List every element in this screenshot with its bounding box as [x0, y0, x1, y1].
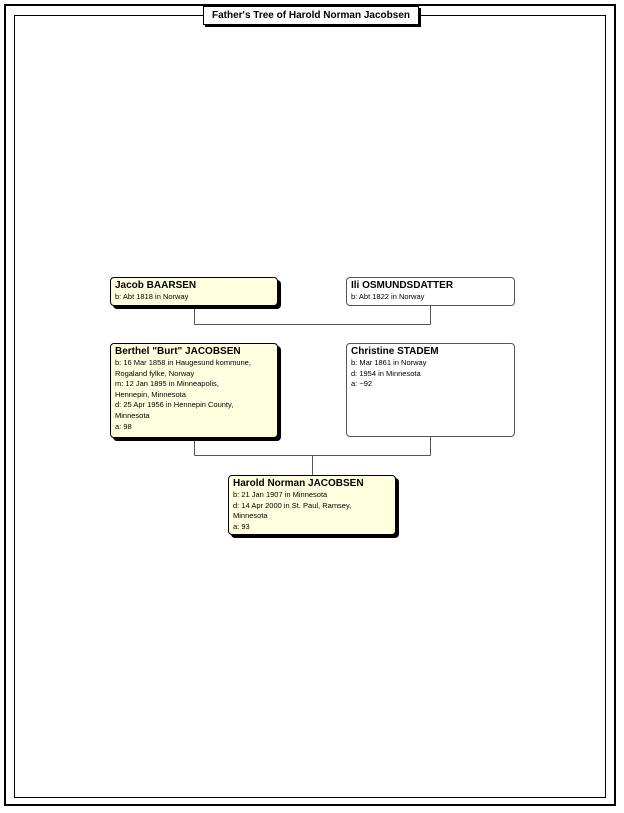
- birth-fact: b: 16 Mar 1858 in Haugesund kommune,: [115, 358, 251, 367]
- death-fact: d: 1954 in Minnesota: [351, 368, 421, 378]
- death-fact: d: 25 Apr 1956 in Hennepin County,: [115, 400, 234, 410]
- death-place-fact: Minnesota: [115, 410, 150, 420]
- birth-fact: b: Abt 1822 in Norway: [351, 292, 425, 301]
- person-name: Berthel "Burt" JACOBSEN: [115, 346, 241, 357]
- birth-fact: b: Abt 1818 in Norway: [115, 292, 189, 301]
- birth-fact: b: 21 Jan 1907 in Minnesota: [233, 490, 328, 499]
- person-name: Christine STADEM: [351, 346, 439, 357]
- marriage-fact: m: 12 Jan 1895 in Minneapolis,: [115, 379, 219, 389]
- age-fact: a: ~92: [351, 379, 373, 389]
- person-name: Ili OSMUNDSDATTER: [351, 280, 454, 291]
- person-name: Jacob BAARSEN: [115, 280, 197, 291]
- age-fact: a: 98: [115, 421, 132, 431]
- death-place-fact: Minnesota: [233, 511, 268, 521]
- marriage-place-fact: Hennepin, Minnesota: [115, 389, 186, 399]
- birth-fact: b: Mar 1861 in Norway: [351, 358, 427, 367]
- person-box-christine-stadem[interactable]: [346, 343, 515, 437]
- person-box-ili-osmundsdatter[interactable]: [346, 277, 515, 306]
- person-name: Harold Norman JACOBSEN: [233, 478, 364, 489]
- person-box-berthel-jacobsen[interactable]: [110, 343, 278, 438]
- person-box-harold-jacobsen[interactable]: [228, 475, 396, 535]
- age-fact: a: 93: [233, 521, 250, 531]
- chart-title: Father's Tree of Harold Norman Jacobsen: [203, 6, 419, 25]
- death-fact: d: 14 Apr 2000 in St. Paul, Ramsey,: [233, 500, 352, 510]
- birth-place-fact: Rogaland fylke, Norway: [115, 368, 195, 378]
- person-box-jacob-baarsen[interactable]: [110, 277, 278, 306]
